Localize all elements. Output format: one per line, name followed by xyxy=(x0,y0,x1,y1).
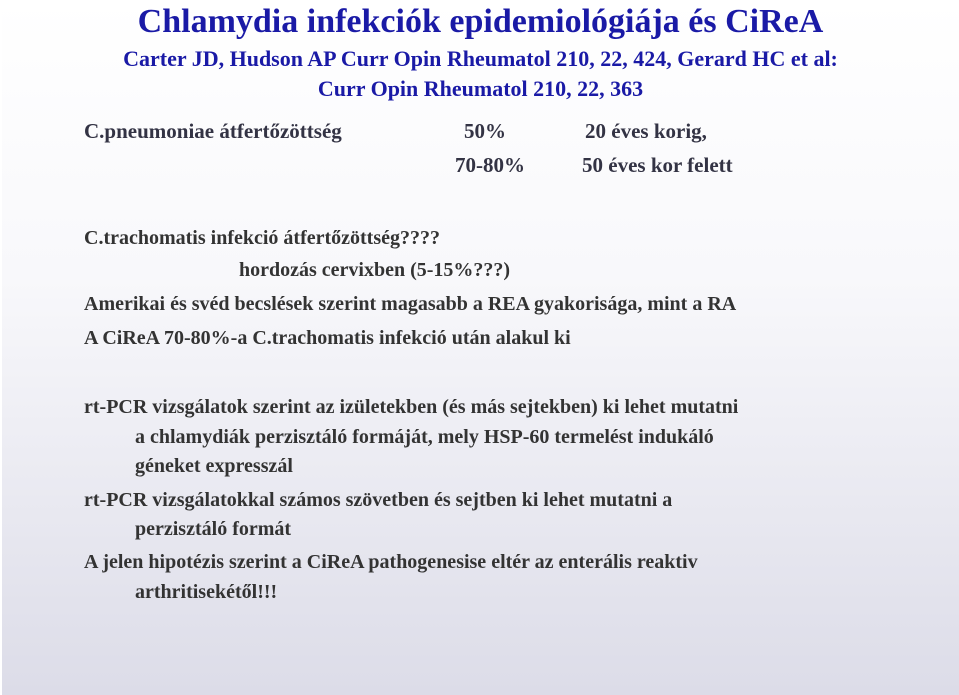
pneumoniae-age-1: 20 éves korig, xyxy=(585,119,707,143)
trachomatis-line-4: A CiReA 70-80%-a C.trachomatis infekció után alakul ki xyxy=(84,327,571,349)
reference-line-1: Carter JD, Hudson AP Curr Opin Rheumatol 210, 22, 424, Gerard HC et al: xyxy=(123,46,838,71)
trachomatis-line-2: hordozás cervixben (5-15%???) xyxy=(239,259,511,281)
pcr-paragraph-1-line-1: rt-PCR vizsgálatok szerint az izületekben (és más sejtekben) ki lehet mutatni xyxy=(84,396,739,418)
trachomatis-line-3: Amerikai és svéd becslések szerint magasabb a REA gyakorisága, mint a RA xyxy=(84,293,737,315)
pcr-paragraph-2-line-1: rt-PCR vizsgálatokkal számos szövetben és sejtben ki lehet mutatni a xyxy=(84,489,673,511)
hypothesis-line-1: A jelen hipotézis szerint a CiReA pathogenesise eltér az enterális reaktiv xyxy=(84,551,698,573)
slide xyxy=(2,0,959,695)
pneumoniae-rate-2: 70-80% xyxy=(455,153,525,177)
pneumoniae-age-2: 50 éves kor felett xyxy=(582,153,733,177)
reference-line-2: Curr Opin Rheumatol 210, 22, 363 xyxy=(317,76,644,101)
pcr-paragraph-2-line-2: perzisztáló formát xyxy=(135,518,292,540)
pneumoniae-rate-1: 50% xyxy=(464,119,506,143)
slide-title: Chlamydia infekciók epidemiológiája és CiReA xyxy=(137,3,824,40)
pcr-paragraph-1-line-2: a chlamydiák perzisztáló formáját, mely HSP-60 termelést indukáló xyxy=(135,426,714,448)
hypothesis-line-2: arthritisekétől!!! xyxy=(135,581,278,603)
trachomatis-line-1: C.trachomatis infekció átfertőzöttség???? xyxy=(84,227,441,249)
pneumoniae-label: C.pneumoniae átfertőzöttség xyxy=(84,119,342,143)
pcr-paragraph-1-line-3: géneket expresszál xyxy=(135,455,293,477)
